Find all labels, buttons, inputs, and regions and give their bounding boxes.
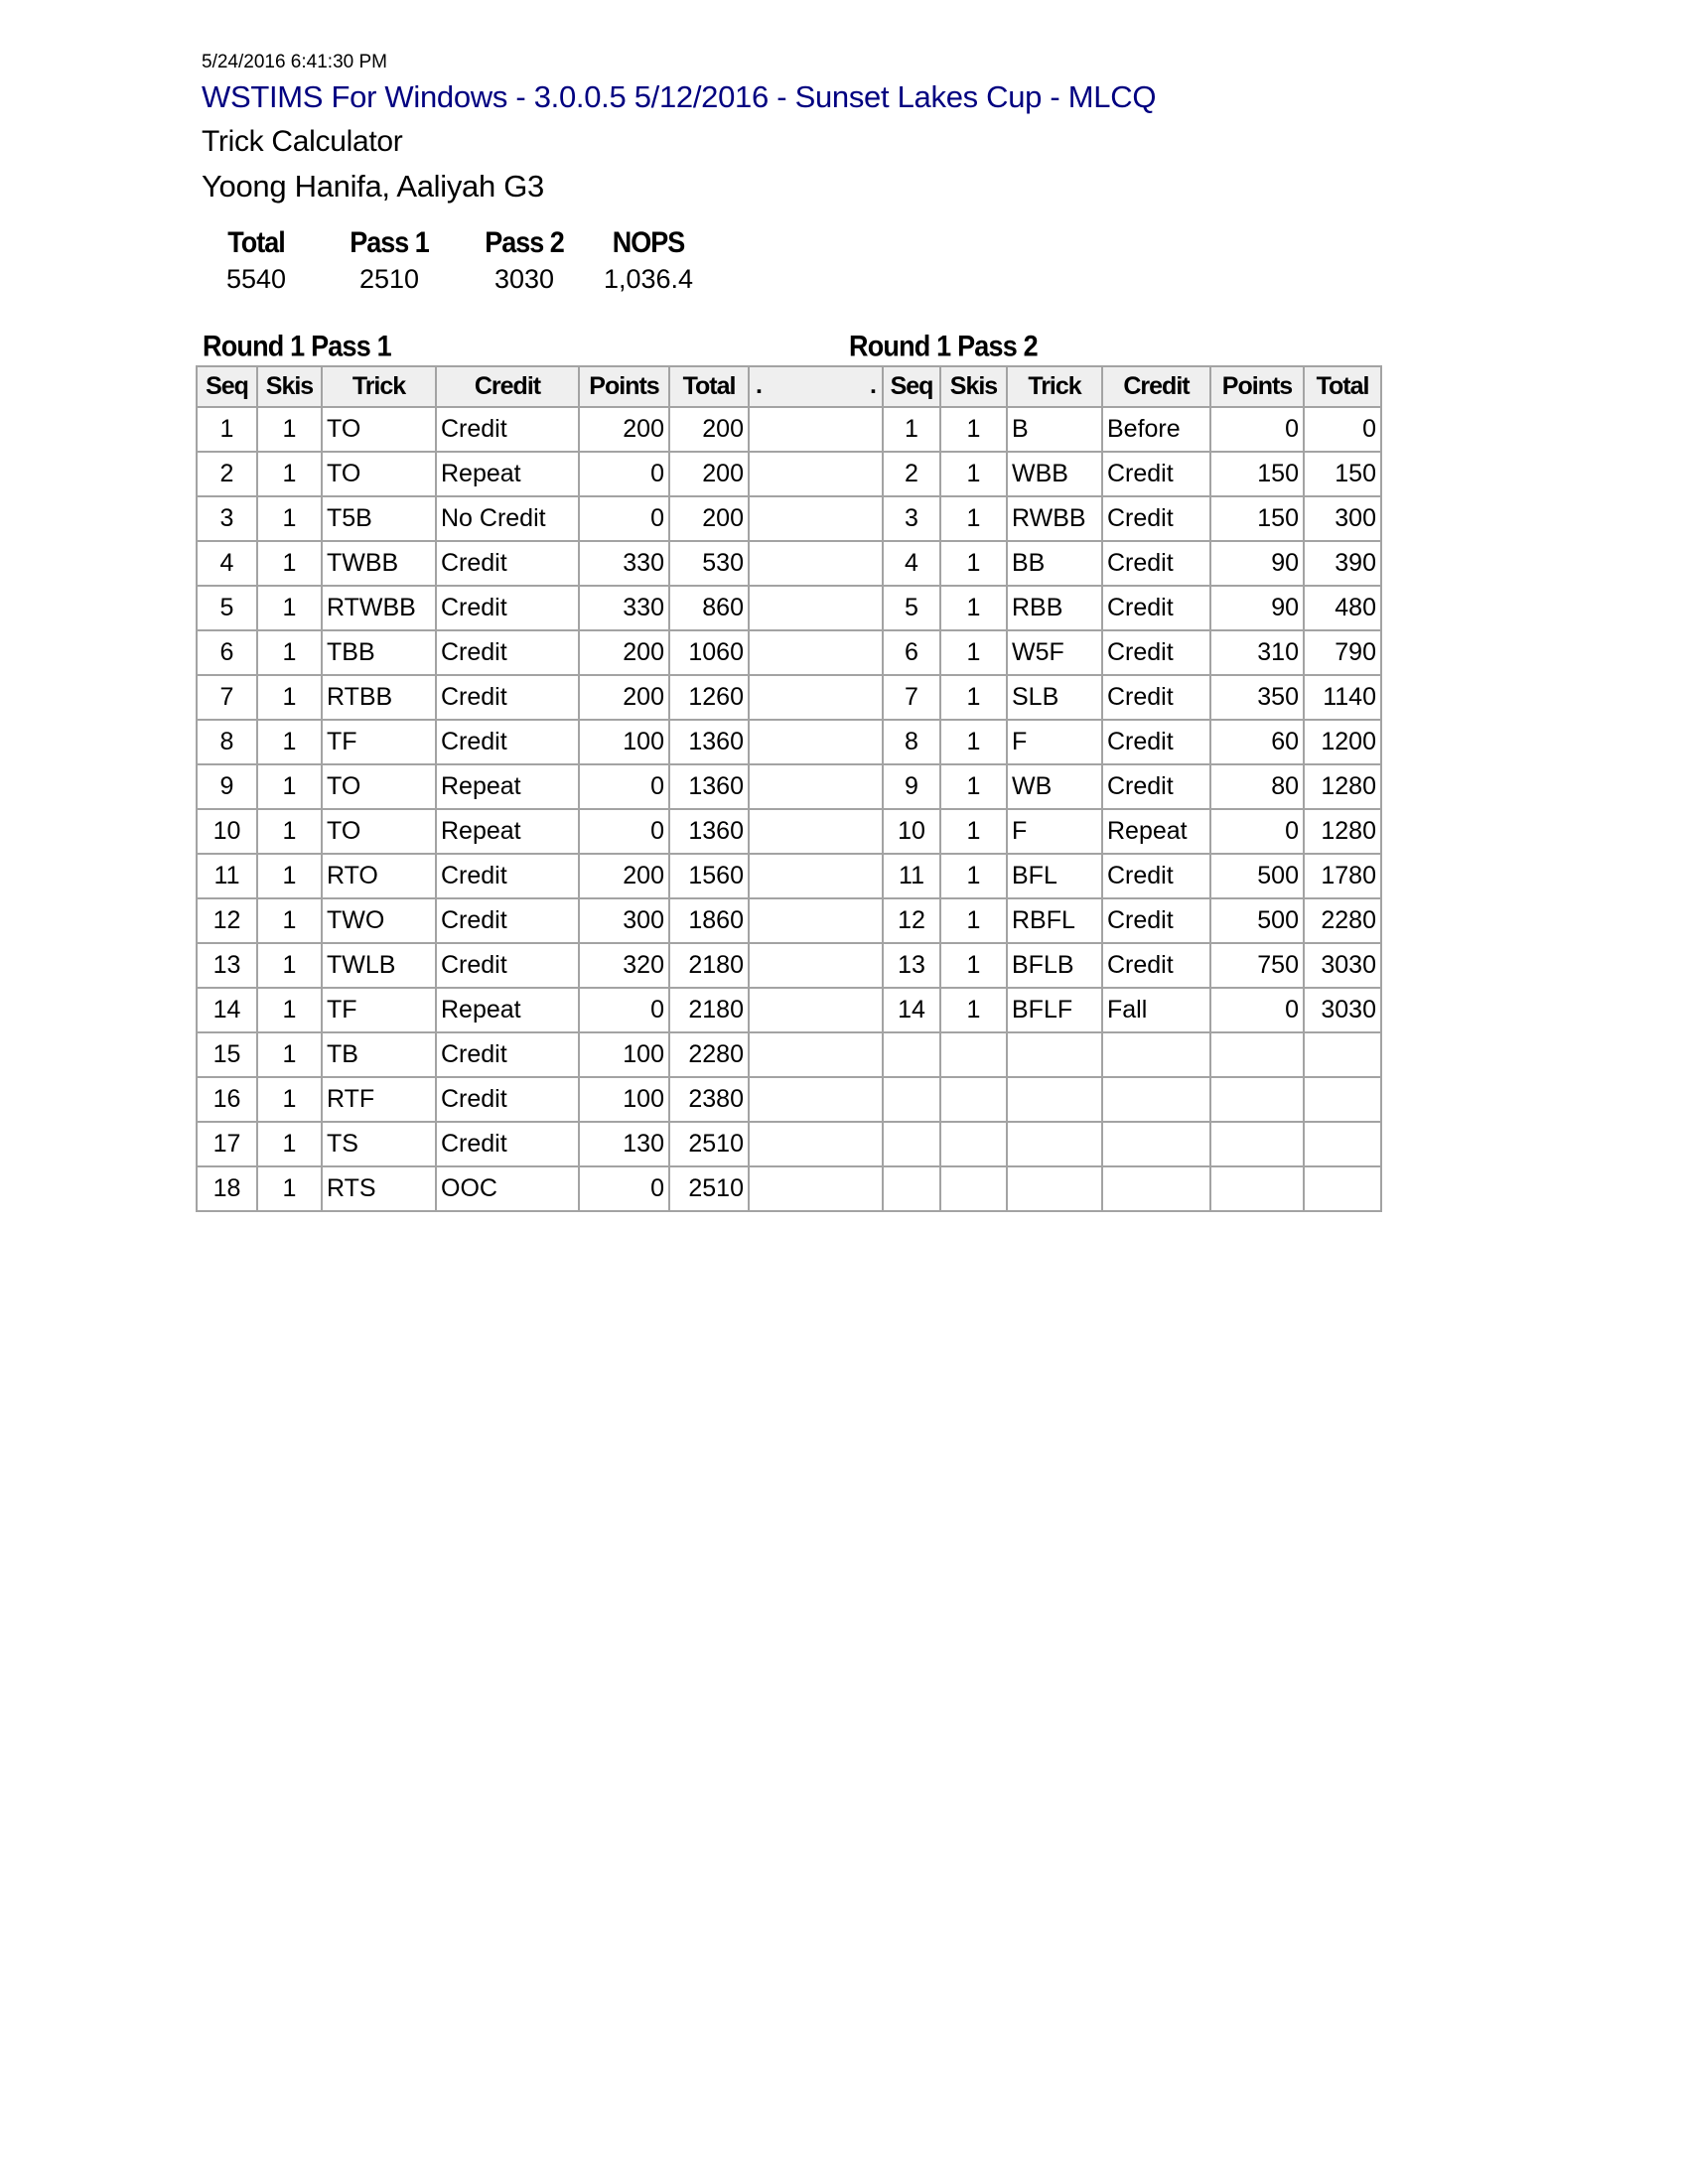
p2-cell-credit: Credit: [1102, 898, 1210, 943]
spacer-cell: [749, 452, 883, 496]
table-row: [197, 720, 1381, 764]
p2-cell-total: 1280: [1304, 809, 1381, 854]
p2-cell-seq: 4: [883, 541, 940, 586]
p1-cell-seq: 18: [197, 1166, 257, 1211]
p2-cell-skis: 1: [940, 541, 1007, 586]
p1-cell-seq: 17: [197, 1122, 257, 1166]
p2-cell-trick: BFL: [1007, 854, 1102, 898]
p2-cell-trick: W5F: [1007, 630, 1102, 675]
p2-cell-seq: 3: [883, 496, 940, 541]
p1-cell-total: 2510: [669, 1122, 749, 1166]
spacer-header: [749, 366, 883, 407]
p1-cell-skis: 1: [257, 988, 322, 1032]
p1-cell-points: 0: [579, 496, 669, 541]
p1-cell-seq: 2: [197, 452, 257, 496]
p2-cell-skis: [940, 1166, 1007, 1211]
spacer-cell: [749, 496, 883, 541]
summary-pass1: [315, 227, 464, 295]
p1-cell-seq: 12: [197, 898, 257, 943]
p1-cell-points: 100: [579, 1032, 669, 1077]
p2-cell-trick: RBFL: [1007, 898, 1102, 943]
p1-col-seq: Seq: [197, 366, 257, 407]
p1-cell-total: 1360: [669, 764, 749, 809]
p2-cell-trick: SLB: [1007, 675, 1102, 720]
spacer-cell: [749, 407, 883, 452]
p2-cell-credit: Credit: [1102, 675, 1210, 720]
p2-cell-skis: 1: [940, 898, 1007, 943]
table-row: [197, 1122, 1381, 1166]
p2-cell-total: 2280: [1304, 898, 1381, 943]
p1-cell-seq: 14: [197, 988, 257, 1032]
p1-cell-points: 200: [579, 854, 669, 898]
p1-cell-total: 200: [669, 407, 749, 452]
p2-cell-total: 3030: [1304, 988, 1381, 1032]
p1-cell-points: 300: [579, 898, 669, 943]
p2-cell-total: 390: [1304, 541, 1381, 586]
p1-cell-credit: Credit: [436, 1122, 579, 1166]
p1-cell-credit: Credit: [436, 1032, 579, 1077]
p1-col-credit: Credit: [436, 366, 579, 407]
p2-cell-points: [1210, 1032, 1304, 1077]
p1-col-trick: Trick: [322, 366, 436, 407]
p2-cell-seq: 2: [883, 452, 940, 496]
p2-cell-points: [1210, 1166, 1304, 1211]
table-body: [197, 407, 1381, 1211]
p1-cell-trick: RTBB: [322, 675, 436, 720]
p2-cell-points: 90: [1210, 586, 1304, 630]
p1-cell-credit: Credit: [436, 898, 579, 943]
table-row: [197, 943, 1381, 988]
table-row: [197, 764, 1381, 809]
spacer-cell: [749, 854, 883, 898]
p1-cell-credit: Credit: [436, 407, 579, 452]
p2-cell-trick: [1007, 1166, 1102, 1211]
p1-cell-points: 0: [579, 809, 669, 854]
p2-cell-seq: 10: [883, 809, 940, 854]
p1-cell-points: 100: [579, 1077, 669, 1122]
p2-cell-total: [1304, 1032, 1381, 1077]
p2-cell-credit: Credit: [1102, 854, 1210, 898]
p2-cell-points: 350: [1210, 675, 1304, 720]
summary-total: [182, 227, 331, 295]
p1-cell-skis: 1: [257, 407, 322, 452]
p1-cell-total: 200: [669, 496, 749, 541]
p2-cell-total: [1304, 1166, 1381, 1211]
p1-cell-seq: 5: [197, 586, 257, 630]
p1-cell-credit: Credit: [436, 630, 579, 675]
p2-cell-skis: [940, 1122, 1007, 1166]
p2-cell-total: 1780: [1304, 854, 1381, 898]
p2-cell-points: 150: [1210, 452, 1304, 496]
p1-cell-skis: 1: [257, 586, 322, 630]
p1-cell-points: 0: [579, 1166, 669, 1211]
p1-cell-points: 0: [579, 764, 669, 809]
p2-cell-credit: [1102, 1166, 1210, 1211]
p2-cell-total: [1304, 1077, 1381, 1122]
spacer-dot-right: .: [870, 371, 876, 399]
p2-col-points: Points: [1210, 366, 1304, 407]
p2-cell-skis: 1: [940, 854, 1007, 898]
p1-cell-credit: Credit: [436, 943, 579, 988]
table-row: [197, 1077, 1381, 1122]
p1-cell-credit: Credit: [436, 586, 579, 630]
spacer-cell: [749, 586, 883, 630]
p1-cell-total: 860: [669, 586, 749, 630]
p2-cell-credit: Credit: [1102, 764, 1210, 809]
p1-cell-credit: Credit: [436, 1077, 579, 1122]
spacer-cell: [749, 898, 883, 943]
p1-cell-skis: 1: [257, 1122, 322, 1166]
p1-cell-seq: 4: [197, 541, 257, 586]
p1-cell-points: 0: [579, 452, 669, 496]
p1-cell-seq: 3: [197, 496, 257, 541]
print-date: 5/24/2016 6:41:30 PM: [202, 52, 387, 72]
p2-cell-seq: 6: [883, 630, 940, 675]
p2-cell-seq: 12: [883, 898, 940, 943]
p1-cell-skis: 1: [257, 1166, 322, 1211]
p1-cell-trick: TWO: [322, 898, 436, 943]
summary-total-label: Total: [227, 225, 285, 259]
p1-cell-trick: RTF: [322, 1077, 436, 1122]
table-row: [197, 407, 1381, 452]
p1-cell-total: 2180: [669, 943, 749, 988]
p1-cell-total: 1260: [669, 675, 749, 720]
p2-cell-skis: 1: [940, 809, 1007, 854]
p2-cell-trick: BB: [1007, 541, 1102, 586]
p2-cell-trick: F: [1007, 720, 1102, 764]
p2-cell-trick: RBB: [1007, 586, 1102, 630]
p2-cell-points: [1210, 1077, 1304, 1122]
table-row: [197, 898, 1381, 943]
p2-cell-total: [1304, 1122, 1381, 1166]
p2-col-trick: Trick: [1007, 366, 1102, 407]
p2-cell-seq: [883, 1077, 940, 1122]
spacer-cell: [749, 764, 883, 809]
p2-cell-credit: [1102, 1122, 1210, 1166]
table-header-row: [197, 366, 1381, 407]
p2-cell-seq: [883, 1122, 940, 1166]
p1-cell-seq: 13: [197, 943, 257, 988]
spacer-cell: [749, 1166, 883, 1211]
p2-cell-skis: 1: [940, 496, 1007, 541]
table-row: [197, 809, 1381, 854]
p1-cell-skis: 1: [257, 496, 322, 541]
spacer-cell: [749, 988, 883, 1032]
table-row: [197, 988, 1381, 1032]
p1-cell-seq: 16: [197, 1077, 257, 1122]
p2-cell-credit: Repeat: [1102, 809, 1210, 854]
p1-cell-skis: 1: [257, 675, 322, 720]
p2-cell-seq: 8: [883, 720, 940, 764]
p1-cell-trick: TO: [322, 764, 436, 809]
p1-cell-seq: 15: [197, 1032, 257, 1077]
p1-cell-skis: 1: [257, 943, 322, 988]
p1-cell-credit: Credit: [436, 854, 579, 898]
p1-cell-credit: Repeat: [436, 988, 579, 1032]
p2-col-skis: Skis: [940, 366, 1007, 407]
skier-name: Yoong Hanifa, Aaliyah G3: [202, 169, 544, 204]
p1-cell-seq: 7: [197, 675, 257, 720]
p1-cell-trick: TS: [322, 1122, 436, 1166]
report-title: Trick Calculator: [202, 125, 403, 158]
p2-cell-points: 80: [1210, 764, 1304, 809]
p1-cell-total: 1560: [669, 854, 749, 898]
p1-cell-seq: 10: [197, 809, 257, 854]
summary-pass2-label: Pass 2: [485, 225, 564, 259]
p2-cell-total: 1140: [1304, 675, 1381, 720]
p2-cell-seq: [883, 1166, 940, 1211]
p2-cell-credit: Credit: [1102, 720, 1210, 764]
table-row: [197, 1166, 1381, 1211]
p1-cell-total: 200: [669, 452, 749, 496]
p2-cell-trick: RWBB: [1007, 496, 1102, 541]
p2-cell-skis: 1: [940, 586, 1007, 630]
p1-cell-total: 2280: [669, 1032, 749, 1077]
p1-cell-total: 530: [669, 541, 749, 586]
summary-pass1-value: 2510: [358, 264, 420, 294]
p2-cell-skis: 1: [940, 675, 1007, 720]
spacer-cell: [749, 1122, 883, 1166]
p2-cell-credit: [1102, 1077, 1210, 1122]
p2-cell-points: 0: [1210, 988, 1304, 1032]
p1-cell-points: 330: [579, 586, 669, 630]
p1-col-total: Total: [669, 366, 749, 407]
p2-cell-seq: 1: [883, 407, 940, 452]
p1-cell-points: 200: [579, 630, 669, 675]
p2-col-total: Total: [1304, 366, 1381, 407]
p1-col-skis: Skis: [257, 366, 322, 407]
p1-cell-skis: 1: [257, 898, 322, 943]
p2-cell-total: 300: [1304, 496, 1381, 541]
spacer-cell: [749, 1032, 883, 1077]
p2-cell-trick: BFLF: [1007, 988, 1102, 1032]
p2-cell-points: 0: [1210, 407, 1304, 452]
p1-cell-trick: RTO: [322, 854, 436, 898]
p1-cell-points: 130: [579, 1122, 669, 1166]
pass2-section-title: Round 1 Pass 2: [849, 330, 1038, 362]
p2-cell-trick: [1007, 1122, 1102, 1166]
p2-cell-skis: 1: [940, 764, 1007, 809]
p1-cell-trick: TO: [322, 809, 436, 854]
p2-cell-points: 90: [1210, 541, 1304, 586]
p1-cell-seq: 6: [197, 630, 257, 675]
table-row: [197, 586, 1381, 630]
p2-cell-skis: [940, 1077, 1007, 1122]
table-row: [197, 452, 1381, 496]
p1-cell-credit: OOC: [436, 1166, 579, 1211]
p2-cell-total: 480: [1304, 586, 1381, 630]
p1-cell-credit: Repeat: [436, 452, 579, 496]
p2-cell-credit: [1102, 1032, 1210, 1077]
p1-cell-skis: 1: [257, 764, 322, 809]
p2-cell-credit: Credit: [1102, 630, 1210, 675]
p1-cell-points: 200: [579, 675, 669, 720]
p2-cell-total: 3030: [1304, 943, 1381, 988]
p1-cell-points: 330: [579, 541, 669, 586]
p1-cell-credit: Credit: [436, 541, 579, 586]
p2-cell-credit: Credit: [1102, 541, 1210, 586]
spacer-cell: [749, 943, 883, 988]
p2-cell-trick: BFLB: [1007, 943, 1102, 988]
p1-cell-seq: 9: [197, 764, 257, 809]
p2-cell-credit: Before: [1102, 407, 1210, 452]
p1-cell-credit: Credit: [436, 720, 579, 764]
p1-cell-trick: TWBB: [322, 541, 436, 586]
spacer-cell: [749, 675, 883, 720]
p1-cell-trick: TBB: [322, 630, 436, 675]
p2-cell-skis: 1: [940, 452, 1007, 496]
p1-cell-skis: 1: [257, 854, 322, 898]
p2-cell-seq: [883, 1032, 940, 1077]
p1-cell-skis: 1: [257, 541, 322, 586]
p1-cell-total: 1360: [669, 809, 749, 854]
p1-cell-skis: 1: [257, 1077, 322, 1122]
p2-cell-credit: Credit: [1102, 586, 1210, 630]
spacer-cell: [749, 541, 883, 586]
summary-total-value: 5540: [225, 264, 287, 294]
p2-cell-trick: [1007, 1077, 1102, 1122]
p2-cell-skis: 1: [940, 720, 1007, 764]
p2-col-credit: Credit: [1102, 366, 1210, 407]
summary-pass2-value: 3030: [493, 264, 555, 294]
p2-cell-seq: 11: [883, 854, 940, 898]
p1-cell-points: 100: [579, 720, 669, 764]
pass1-section-title: Round 1 Pass 1: [203, 330, 391, 362]
table-row: [197, 630, 1381, 675]
summary-nops-value: 1,036.4: [603, 264, 694, 294]
p2-cell-total: 150: [1304, 452, 1381, 496]
p2-cell-seq: 9: [883, 764, 940, 809]
p2-cell-total: 1280: [1304, 764, 1381, 809]
p2-cell-seq: 13: [883, 943, 940, 988]
spacer-cell: [749, 720, 883, 764]
p2-col-seq: Seq: [883, 366, 940, 407]
p2-cell-skis: 1: [940, 630, 1007, 675]
p2-cell-credit: Fall: [1102, 988, 1210, 1032]
p1-cell-skis: 1: [257, 452, 322, 496]
p1-cell-trick: T5B: [322, 496, 436, 541]
p2-cell-trick: F: [1007, 809, 1102, 854]
spacer-cell: [749, 809, 883, 854]
p1-col-points: Points: [579, 366, 669, 407]
p2-cell-skis: 1: [940, 988, 1007, 1032]
p2-cell-skis: [940, 1032, 1007, 1077]
p2-cell-credit: Credit: [1102, 496, 1210, 541]
p1-cell-total: 1360: [669, 720, 749, 764]
p2-cell-trick: B: [1007, 407, 1102, 452]
p1-cell-skis: 1: [257, 630, 322, 675]
table-row: [197, 496, 1381, 541]
p1-cell-skis: 1: [257, 809, 322, 854]
p2-cell-credit: Credit: [1102, 943, 1210, 988]
p2-cell-points: 60: [1210, 720, 1304, 764]
p1-cell-credit: Repeat: [436, 809, 579, 854]
trick-table: [196, 365, 1382, 1212]
summary-nops-label: NOPS: [612, 225, 685, 259]
p1-cell-trick: TO: [322, 452, 436, 496]
p2-cell-total: 790: [1304, 630, 1381, 675]
p2-cell-total: 1200: [1304, 720, 1381, 764]
p1-cell-points: 200: [579, 407, 669, 452]
p1-cell-total: 1860: [669, 898, 749, 943]
p2-cell-points: 310: [1210, 630, 1304, 675]
p2-cell-points: 500: [1210, 854, 1304, 898]
p1-cell-total: 2510: [669, 1166, 749, 1211]
p2-cell-points: [1210, 1122, 1304, 1166]
summary-pass1-label: Pass 1: [350, 225, 429, 259]
p2-cell-skis: 1: [940, 407, 1007, 452]
p1-cell-trick: TB: [322, 1032, 436, 1077]
p1-cell-seq: 1: [197, 407, 257, 452]
p1-cell-credit: Repeat: [436, 764, 579, 809]
p1-cell-total: 2180: [669, 988, 749, 1032]
p1-cell-total: 2380: [669, 1077, 749, 1122]
p1-cell-skis: 1: [257, 1032, 322, 1077]
p1-cell-trick: RTWBB: [322, 586, 436, 630]
p1-cell-points: 320: [579, 943, 669, 988]
p2-cell-trick: [1007, 1032, 1102, 1077]
p2-cell-points: 500: [1210, 898, 1304, 943]
p1-cell-credit: No Credit: [436, 496, 579, 541]
table-row: [197, 675, 1381, 720]
p2-cell-seq: 14: [883, 988, 940, 1032]
p2-cell-points: 750: [1210, 943, 1304, 988]
p2-cell-skis: 1: [940, 943, 1007, 988]
p1-cell-trick: TF: [322, 720, 436, 764]
p2-cell-total: 0: [1304, 407, 1381, 452]
p2-cell-points: 150: [1210, 496, 1304, 541]
spacer-dot-left: .: [756, 371, 762, 399]
p1-cell-credit: Credit: [436, 675, 579, 720]
p2-cell-points: 0: [1210, 809, 1304, 854]
p1-cell-skis: 1: [257, 720, 322, 764]
p2-cell-trick: WBB: [1007, 452, 1102, 496]
spacer-cell: [749, 630, 883, 675]
p1-cell-trick: TO: [322, 407, 436, 452]
spacer-cell: [749, 1077, 883, 1122]
p1-cell-total: 1060: [669, 630, 749, 675]
p2-cell-seq: 5: [883, 586, 940, 630]
p1-cell-seq: 11: [197, 854, 257, 898]
table-row: [197, 854, 1381, 898]
summary-nops: [574, 227, 723, 295]
p1-cell-points: 0: [579, 988, 669, 1032]
p1-cell-trick: RTS: [322, 1166, 436, 1211]
p2-cell-trick: WB: [1007, 764, 1102, 809]
p2-cell-seq: 7: [883, 675, 940, 720]
p1-cell-trick: TF: [322, 988, 436, 1032]
p1-cell-seq: 8: [197, 720, 257, 764]
table-row: [197, 1032, 1381, 1077]
p1-cell-trick: TWLB: [322, 943, 436, 988]
app-title: WSTIMS For Windows - 3.0.0.5 5/12/2016 - Sunset Lakes Cup - MLCQ: [202, 79, 1157, 114]
p2-cell-credit: Credit: [1102, 452, 1210, 496]
table-row: [197, 541, 1381, 586]
